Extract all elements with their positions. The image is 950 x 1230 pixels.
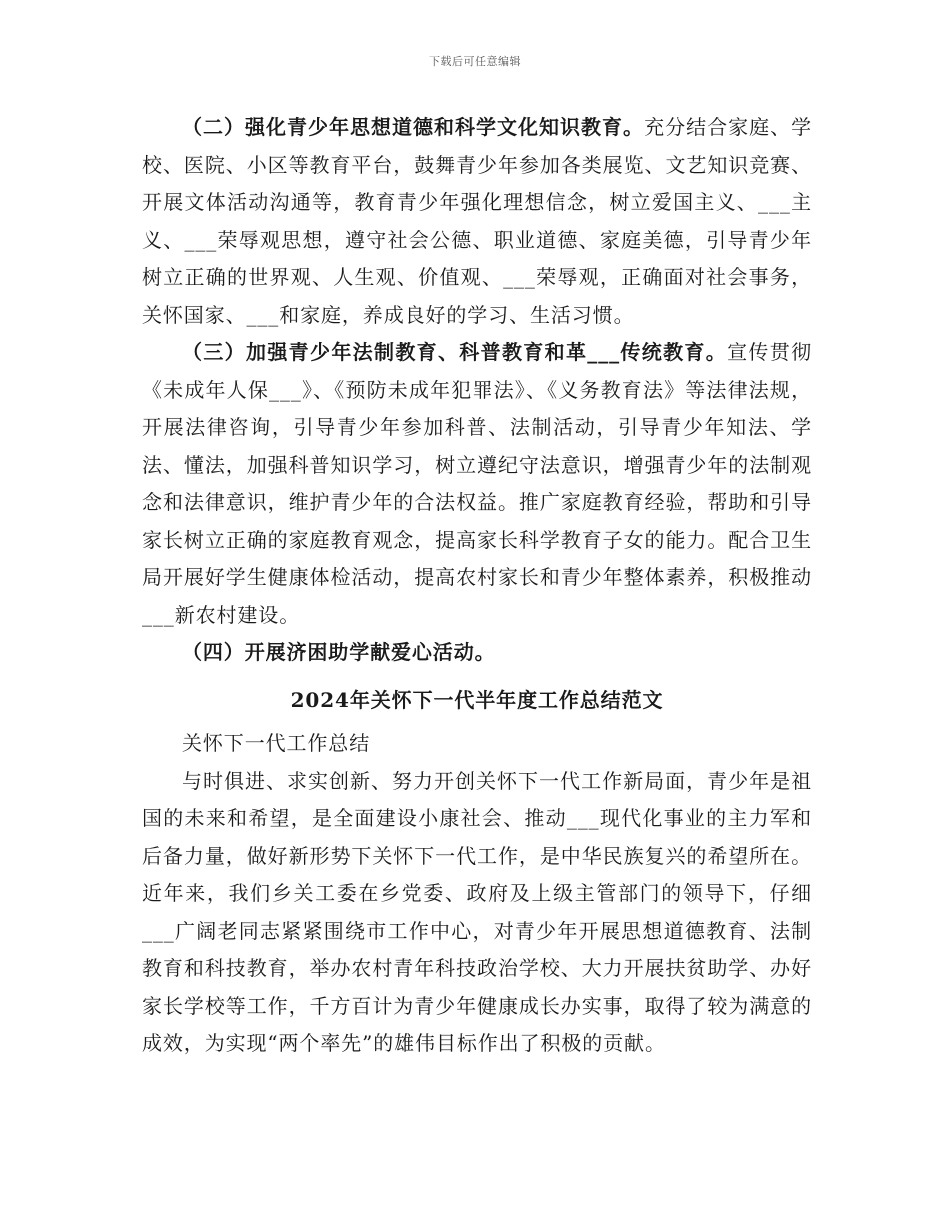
intro-paragraph: 与时俱进、求实创新、努力开创关怀下一代工作新局面，青少年是祖国的未来和希望，是全面建设小康社会、推动___现代化事业的主力军和后备力量，做好新形势下关怀下一代工作，是中华民族复兴的希望所在。近年来，我们乡关工委在乡党委、政府及上级主管部门的领导下，仔细___广阔老同志紧紧围绕市工作中心，对青少年开展思想道德教育、法制教育和科技教育，举办农村青年科技政治学校、大力开展扶贫助学、办好家长学校等工作，千方百计为青少年健康成长办实事，取得了较为满意的成效，为实现“两个率先”的雄伟目标作出了积极的贡献。 [142,768,812,1055]
section-2-paragraph [142,109,812,334]
section-4-paragraph [142,634,812,672]
section-3-paragraph [142,334,812,634]
section-2-body: 充分结合家庭、学校、医院、小区等教育平台，鼓舞青少年参加各类展览、文艺知识竞赛、开展文体活动沟通等，教育青少年强化理想信念，树立爱国主义、___主义、___荣辱观思想，遵守社会公德、职业道德、家庭美德，引导青少年树立正确的世界观、人生观、价值观、___荣辱观，正确面对社会事务，关怀国家、___和家庭，养成良好的学习、生活习惯。 [142,115,812,327]
section-3-body: 宣传贯彻《未成年人保___》、《预防未成年犯罪法》、《义务教育法》等法律法规，开展法律咨询，引导青少年参加科普、法制活动，引导青少年知法、学法、懂法，加强科普知识学习，树立遵纪守法意识，增强青少年的法制观念和法律意识，维护青少年的合法权益。推广家庭教育经验，帮助和引导家长树立正确的家庭教育观念，提高家长科学教育子女的能力。配合卫生局开展好学生健康体检活动，提高农村家长和青少年整体素养，积极推动___新农村建设。 [142,340,812,627]
section-4-heading: （四）开展济困助学献爱心活动。 [182,640,496,664]
document-body [142,109,812,1063]
header-note: 下载后可任意编辑 [429,55,521,68]
section-3-heading: （三）加强青少年法制教育、科普教育和革___传统教育。 [182,340,728,364]
document-subtitle: 关怀下一代工作总结 [182,731,371,755]
document-title: 2024年关怀下一代半年度工作总结范文 [290,687,664,712]
section-2-heading: （二）强化青少年思想道德和科学文化知识教育。 [182,115,645,139]
